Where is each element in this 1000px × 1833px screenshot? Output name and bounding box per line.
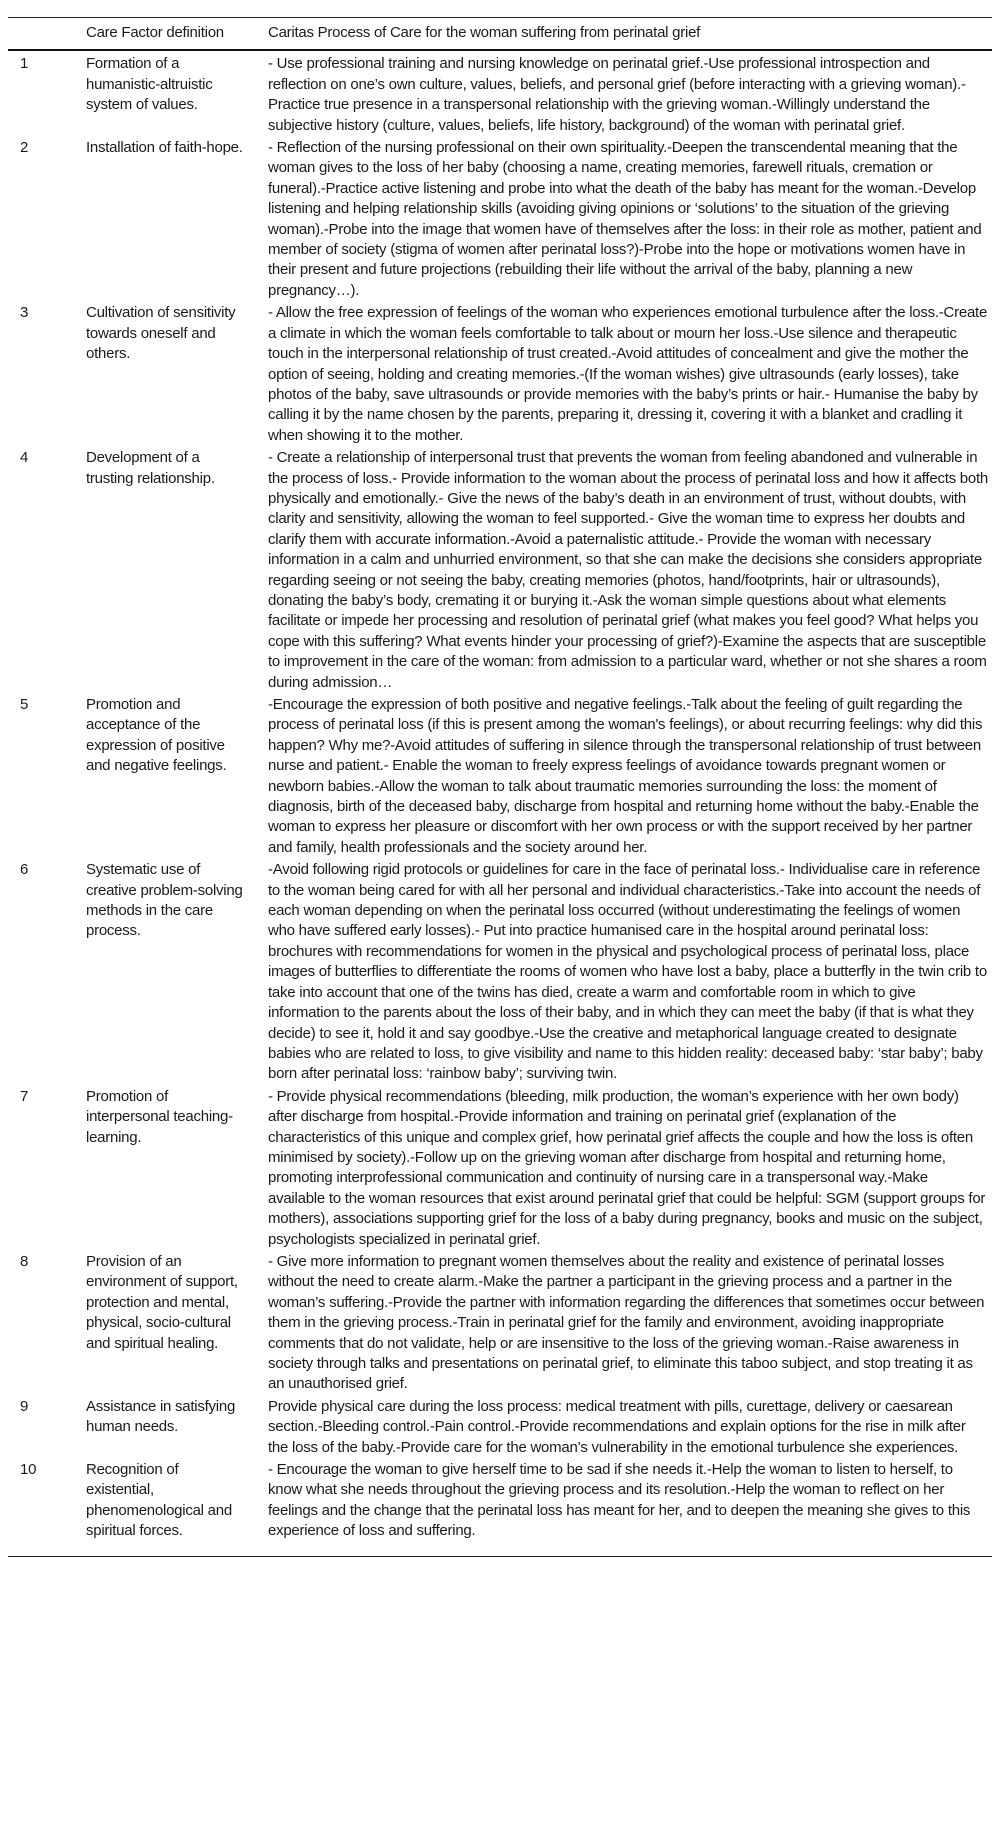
caritas-process-cell: -Encourage the expression of both positive and negative feelings.-Talk about the feeling of guilt regarding the process of perinatal loss (if this is present among the woman's feelings), or about recurring feelings: why did this happen? Why me?-Avoid attitudes of suffering in silence through the transpersonal relationship of trust between nurse and patient.- Enable the woman to freely express feelings of avoidance towards pregnant women or newborn babies.-Allow the woman to talk about traumatic memories surrounding the loss: the moment of diagnosis, birth of the deceased baby, discharge from hospital and returning home without the baby.-Enable the woman to express her pleasure or discomfort with her own process or with the support received by her partner and family, health professionals and the society around her. — [268, 696, 983, 856]
row-number: 1 — [20, 55, 29, 73]
table-row — [8, 694, 992, 859]
row-number: 3 — [20, 304, 29, 322]
row-number: 8 — [20, 1252, 29, 1270]
care-factors-table — [8, 17, 992, 1557]
caritas-process-cell: - Reflection of the nursing professional on their own spirituality.-Deepen the transcendental meaning that the woman gives to the loss of her baby (choosing a name, creating memories, farewell rituals, cremation or funeral).-Practice active listening and probe into what the death of the baby has meant for the woman.-Develop listening and helping relationship skills (avoiding giving opinions or ‘solutions’ to the situation of the grieving woman).-Probe into the image that women have of themselves after the loss: in their role as mother, patient and member of society (stigma of women after perinatal loss?)-Probe into the hope or motivations women have in their present and future projections (rebuilding their life without the arrival of the baby, planning a new pregnancy…). — [268, 139, 982, 299]
row-number: 4 — [20, 449, 29, 467]
caritas-process-cell: - Give more information to pregnant women themselves about the reality and existence of perinatal losses without the need to create alarm.-Make the partner a participant in the grieving process and a partner in the woman’s suffering.-Provide the partner with information regarding the differences that sometimes occur between them in the grieving process.-Train in perinatal grief for the family and environment, avoiding inappropriate comments that do not validate, help or are insensitive to the loss of the grieving woman.-Raise awareness in society through talks and presentations on perinatal grief, to eliminate this taboo subject, and stop treating it as an unauthorised grief. — [268, 1252, 985, 1393]
caritas-process-cell: - Create a relationship of interpersonal trust that prevents the woman from feeling abandoned and vulnerable in the process of loss.- Provide information to the woman about the process of perinatal loss and how it affects both physically and emotionally.- Give the news of the baby’s death in an environment of trust, without doubts, with clarity and sensitivity, allowing the woman to feel supported.- Give the woman time to express her doubts and clarify them with accurate information.-Avoid a paternalistic attitude.- Provide the woman with necessary information in a calm and unhurried environment, so that she can make the decisions she considers appropriate regarding seeing or not seeing the baby, creating memories (photos, hand/footprints, hair or ultrasounds), donating the baby’s body, cremating it or burying it.-Ask the woman simple questions about what elements facilitate or impede her processing and resolution of perinatal grief (what makes you feel good? What helps you cope with this suffering? What events hinder your processing of grief?)-Examine the aspects that are susceptible to improvement in the care of the woman: from admission to a particular ward, whether or not she shares a room during admission… — [268, 449, 988, 691]
caritas-process-cell: - Allow the free expression of feelings of the woman who experiences emotional turbulence after the loss.-Create a climate in which the woman feels comfortable to talk about or mourn her loss.-Use silence and therapeutic touch in the interpersonal relationship of trust created.-Avoid attitudes of concealment and give the mother the option of seeing, holding and creating memories.-(If the woman wishes) give ultrasounds (early losses), take photos of the baby, save ultrasounds or provide memories with the baby’s prints or hair.- Humanise the baby by calling it by the name chosen by the parents, preparing it, dressing it, covering it with a blanket and cradling it when showing it to the mother. — [268, 304, 988, 444]
table-row — [8, 1086, 992, 1251]
row-number: 2 — [20, 139, 29, 157]
table-row — [8, 859, 992, 1085]
table-row — [8, 50, 992, 137]
caritas-process-cell: - Encourage the woman to give herself time to be sad if she needs it.-Help the woman to listen to herself, to know what she needs throughout the grieving process and its resolution.-Help the woman to reflect on her feelings and the change that the perinatal loss has meant for her, and to deepen the meaning she gives to this experience of loss and suffering. — [268, 1461, 971, 1540]
care-factor-cell: Assistance in satisfying human needs. — [86, 1397, 236, 1436]
caritas-process-cell: -Avoid following rigid protocols or guidelines for care in the face of perinatal loss.- Individualise care in reference to the woman being cared for with all her personal and individual characteristics.-Take into account the needs of each woman depending on when the perinatal loss occurred (without underestimating the feelings of women who have suffered early losses).- Put into practice humanised care in the hospital around perinatal loss: brochures with recommendations for women in the physical and psychological process of perinatal loss, place images of butterflies to differentiate the rooms of women who have lost a baby, place a butterfly in the twin crib to take into account that one of the twins has died, create a warm and comfortable room in which to give information to the parents about the loss of their baby, and in which they can meet the baby (if that is what they decide) to see it, hold it and say goodbye.-Use the creative and metaphorical language created to designate babies who are related to loss, to give visibility and name to this hidden reality: deceased baby: ‘star baby’; baby born after perinatal loss: ‘rainbow baby’; surviving twin. — [268, 861, 987, 1083]
row-number: 7 — [20, 1087, 29, 1105]
row-number: 10 — [20, 1461, 37, 1479]
caritas-process-cell: Provide physical care during the loss process: medical treatment with pills, curettage, delivery or caesarean section.-Bleeding control.-Pain control.-Provide recommendations and explain options for the rise in milk after the loss of the baby.-Provide care for the woman’s vulnerability in the emotional turbulence she experiences. — [268, 1397, 966, 1456]
row-number: 5 — [20, 696, 29, 713]
care-factor-cell: Promotion of interpersonal teaching-learning. — [86, 1087, 233, 1146]
header-number — [8, 18, 82, 51]
table-row — [8, 1396, 992, 1459]
care-factor-cell: Cultivation of sensitivity towards oneself and others. — [86, 304, 236, 363]
table-row — [8, 447, 992, 694]
caritas-process-cell: - Provide physical recommendations (bleeding, milk production, the woman’s experience with her own body) after discharge from hospital.-Provide information and training on perinatal grief (explanation of the characteristics of this unique and complex grief, how perinatal grief affects the couple and how the loss is often minimised by society).-Follow up on the grieving woman after discharge from hospital and returning home, promoting interprofessional communication and continuity of nursing care in a transpersonal way.-Make available to the woman resources that exist around perinatal grief that could be helpful: SGM (support groups for mothers), associations supporting grief for the loss of a baby during pregnancy, books and music on the subject, psychologists specialized in perinatal grief. — [268, 1087, 986, 1248]
row-number: 6 — [20, 861, 29, 879]
caritas-process-cell: - Use professional training and nursing knowledge on perinatal grief.-Use professional introspection and reflection on one’s own culture, values, beliefs, and personal grief (before interacting with a grieving woman).-Practice true presence in a transpersonal relationship with the grieving woman.-Willingly understand the subjective history (culture, values, beliefs, life history, background) of the woman with perinatal grief. — [268, 55, 966, 134]
care-factor-cell: Installation of faith-hope. — [86, 139, 243, 157]
care-factor-cell: Promotion and acceptance of the expression of positive and negative feelings. — [86, 696, 227, 775]
table-row — [8, 1459, 992, 1556]
care-factor-cell: Systematic use of creative problem-solving methods in the care process. — [86, 861, 243, 940]
care-factor-cell: Formation of a humanistic-altruistic system of values. — [86, 55, 213, 114]
table-row — [8, 137, 992, 302]
row-number: 9 — [20, 1397, 29, 1415]
care-factor-cell: Development of a trusting relationship. — [86, 449, 215, 487]
care-factor-cell: Recognition of existential, phenomenological and spiritual forces. — [86, 1461, 232, 1540]
table-row — [8, 1251, 992, 1396]
care-factor-cell: Provision of an environment of support, protection and mental, physical, socio-cultural and spiritual healing. — [86, 1252, 238, 1352]
header-care-factor: Care Factor definition — [86, 24, 224, 41]
table-row — [8, 302, 992, 447]
table-header-row — [8, 18, 992, 51]
header-caritas-process: Caritas Process of Care for the woman suffering from perinatal grief — [268, 24, 701, 41]
